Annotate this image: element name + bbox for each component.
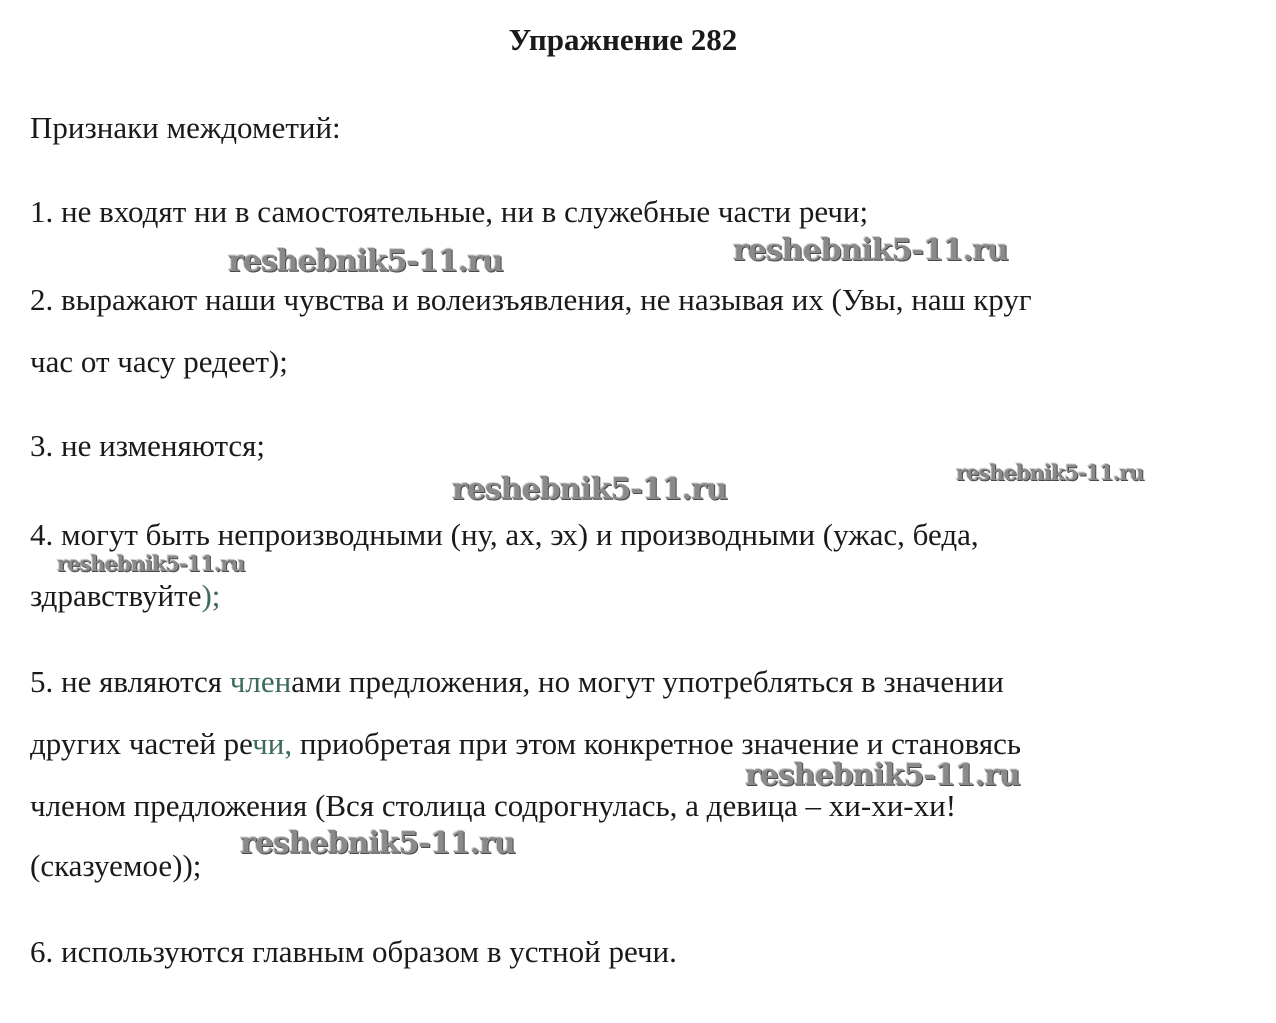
watermark: reshebnik5-11.ru <box>452 472 727 507</box>
section-heading: Признаки междометий: <box>30 110 341 145</box>
list-item-5-line-2-tinted: чи, <box>252 726 293 761</box>
watermark: reshebnik5-11.ru <box>57 551 245 576</box>
list-item-5-line-2 <box>30 724 1021 764</box>
watermark: reshebnik5-11.ru <box>240 826 515 861</box>
list-item-4-tail: ); <box>201 578 221 613</box>
watermark: reshebnik5-11.ru <box>745 758 1020 793</box>
list-item-2-line-1: 2. выражают наши чувства и волеизъявления, не называя их (Увы, наш круг <box>30 282 1032 317</box>
watermark: reshebnik5-11.ru <box>956 460 1144 485</box>
list-item-4-line-2 <box>30 576 220 616</box>
list-item-3: 3. не изменяются; <box>30 428 266 463</box>
watermark: reshebnik5-11.ru <box>733 233 1008 268</box>
list-item-1: 1. не входят ни в самостоятельные, ни в служебные части речи; <box>30 194 869 229</box>
list-item-5-post: ами предложения, но могут употребляться в значении <box>291 664 1004 699</box>
list-item-5-line-2-pre: других частей ре <box>30 726 253 761</box>
list-item-4-line-1: 4. могут быть непроизводными (ну, ах, эх) и производными (ужас, беда, <box>30 517 979 552</box>
watermark: reshebnik5-11.ru <box>228 244 503 279</box>
list-item-5-pre: 5. не являются <box>30 664 230 699</box>
list-item-5-line-1 <box>30 662 1004 702</box>
list-item-5-line-2-post: приобретая при этом конкретное значение и становясь <box>292 726 1021 761</box>
list-item-4-text: здравствуйте <box>30 578 202 613</box>
list-item-5-line-4: (сказуемое)); <box>30 848 202 883</box>
list-item-5-tinted: член <box>229 664 292 699</box>
list-item-2-line-2: час от часу редеет); <box>30 344 288 379</box>
exercise-title: Упражнение 282 <box>508 22 738 57</box>
list-item-5-line-3: членом предложения (Вся столица содрогнулась, а девица – хи-хи-хи! <box>30 788 957 823</box>
list-item-6: 6. используются главным образом в устной речи. <box>30 934 677 969</box>
